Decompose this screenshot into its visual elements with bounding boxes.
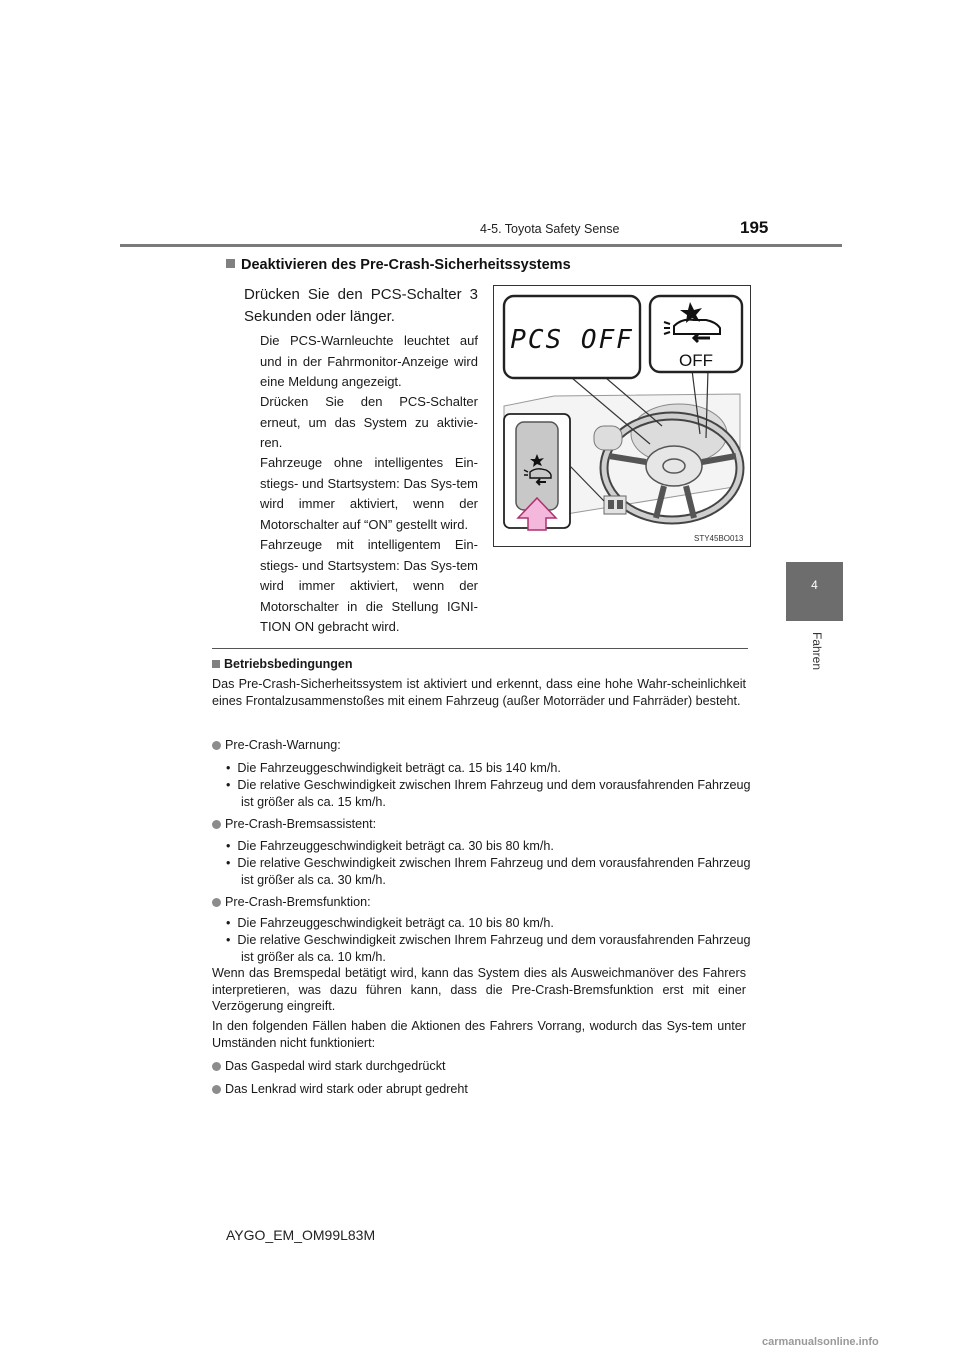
list-item: • Die relative Geschwindigkeit zwischen Ihrem Fahrzeug und dem vorausfahrenden Fahrzeug ist größer als ca. 30 km/h. [226,856,751,887]
list-item: • Die relative Geschwindigkeit zwischen Ihrem Fahrzeug und dem vorausfahrenden Fahrzeug ist größer als ca. 10 km/h. [226,933,751,964]
circle-bullet-icon [212,1085,221,1094]
pcs-switch-button [516,422,558,510]
list-item [212,1058,446,1075]
pcs-switch-illustration [493,285,751,547]
list-item: • Die Fahrzeuggeschwindigkeit beträgt ca. 30 bis 80 km/h. [226,839,554,853]
dashboard-drawing [494,286,750,546]
note-3: Fahrzeuge ohne intelligentes Ein-stiegs- und Startsystem: Das Sys-tem wird immer aktiviert, wenn der Motorschalter auf “ON” gestellt wird. [260,455,478,532]
off-indicator-text: OFF [679,351,713,370]
group-label-text: Pre-Crash-Warnung: [225,738,341,752]
list-item-text: Die relative Geschwindigkeit zwischen Ihrem Fahrzeug und dem vorausfahrenden Fahrzeug ist größer als ca. 15 km/h. [237,778,751,809]
list-item-text: Die Fahrzeuggeschwindigkeit beträgt ca. 15 bis 140 km/h. [237,761,561,775]
chapter-label: Fahren [810,632,824,671]
chapter-number: 4 [811,578,818,592]
instruction: Drücken Sie den PCS-Schalter 3 Sekunden oder länger. [244,286,478,325]
section-title-text: Deaktivieren des Pre-Crash-Sicherheitssystems [241,257,571,273]
note-2: Drücken Sie den PCS-Schalter erneut, um das System zu aktivie-ren. [260,394,478,450]
circle-bullet-icon [212,741,221,750]
watermark: carmanualsonline.info [762,1336,879,1348]
pcs-off-display-text: PCS OFF [510,325,634,355]
operating-conditions-title [212,657,352,671]
note-4: Fahrzeuge mit intelligentem Ein-stiegs- und Startsystem: Das Sys-tem wird immer aktiviert, wenn der Motorschalter in die Stellung IGNI-TION ON gebracht wird. [260,537,478,634]
list-item-text: Das Gaspedal wird stark durchgedrückt [225,1059,446,1073]
group-label-brake-function [212,894,371,911]
section-header: 4-5. Toyota Safety Sense [480,222,620,236]
header-rule [120,244,842,247]
list-item: • Die Fahrzeuggeschwindigkeit beträgt ca. 10 bis 80 km/h. [226,916,554,930]
group-label-text: Pre-Crash-Bremsassistent: [225,817,377,831]
operating-conditions-title-text: Betriebsbedingungen [224,657,353,671]
square-bullet-icon [226,259,235,268]
group-label-warning [212,737,341,754]
group-label-brake-assist [212,816,376,833]
circle-bullet-icon [212,1062,221,1071]
operating-intro: Das Pre-Crash-Sicherheitssystem ist aktiviert und erkennt, dass eine hohe Wahr-scheinlichkeit eines Frontalzusammenstoßes mit einem Fahrzeug (außer Motorräder und Fahrräder) besteht. [212,677,746,708]
note-1: Die PCS-Warnleuchte leuchtet auf und in der Fahrmonitor-Anzeige wird eine Meldung angezeigt. [260,333,478,389]
list-item: • Die relative Geschwindigkeit zwischen Ihrem Fahrzeug und dem vorausfahrenden Fahrzeug ist größer als ca. 15 km/h. [226,778,751,809]
circle-bullet-icon [212,820,221,829]
square-bullet-icon [212,660,220,668]
list-item-text: Die Fahrzeuggeschwindigkeit beträgt ca. 10 bis 80 km/h. [237,916,554,930]
group-label-text: Pre-Crash-Bremsfunktion: [225,895,371,909]
brake-pedal-paragraph: Wenn das Bremspedal betätigt wird, kann das System dies als Ausweichmanöver des Fahrers interpretieren, was dazu führen kann, dass die Pre-Crash-Bremsfunktion erst mit einer Verzögerung eingreift. [212,966,746,1013]
circle-bullet-icon [212,898,221,907]
section-title [226,257,571,273]
list-item-text: Die relative Geschwindigkeit zwischen Ihrem Fahrzeug und dem vorausfahrenden Fahrzeug ist größer als ca. 10 km/h. [237,933,751,964]
chapter-tab [786,562,843,621]
separator-rule [212,648,748,649]
document-code: AYGO_EM_OM99L83M [226,1227,376,1243]
driver-priority-paragraph: In den folgenden Fällen haben die Aktionen des Fahrers Vorrang, wodurch das Sys-tem unter Umständen nicht funktioniert: [212,1019,746,1050]
list-item-text: Das Lenkrad wird stark oder abrupt gedreht [225,1082,468,1096]
figure-code: STY45BO013 [694,534,744,543]
list-item-text: Die Fahrzeuggeschwindigkeit beträgt ca. 30 bis 80 km/h. [237,839,554,853]
list-item: • Die Fahrzeuggeschwindigkeit beträgt ca. 15 bis 140 km/h. [226,761,561,775]
list-item-text: Die relative Geschwindigkeit zwischen Ihrem Fahrzeug und dem vorausfahrenden Fahrzeug ist größer als ca. 30 km/h. [237,856,751,887]
page-number: 195 [740,218,769,237]
list-item [212,1081,468,1098]
